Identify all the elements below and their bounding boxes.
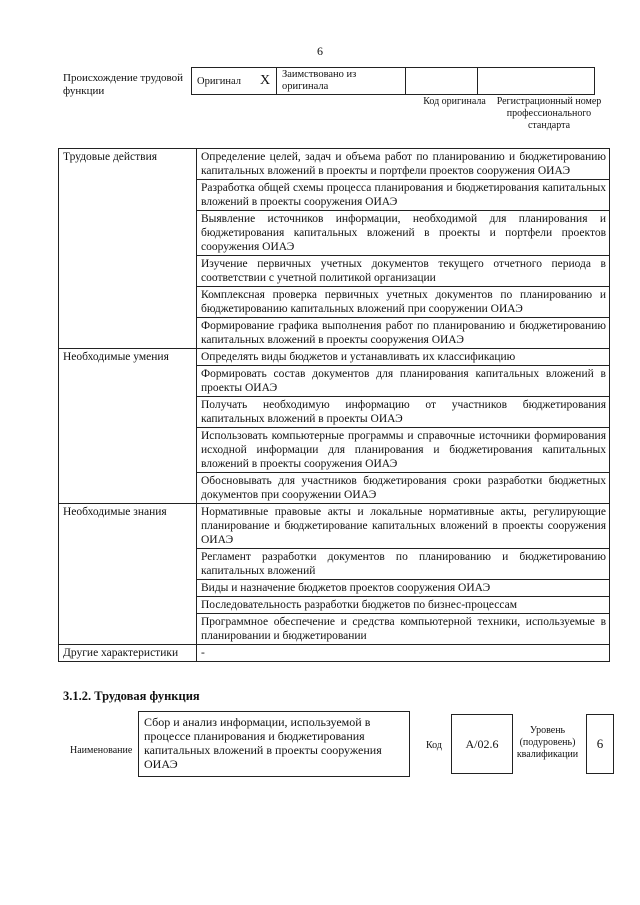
item-cell: Формирование графика выполнения работ по планированию и бюджетированию капитальных вложений в проекты сооружения ОИАЭ	[197, 318, 610, 349]
item-cell: Получать необходимую информацию от участников бюджетирования капитальных вложений в проекты ОИАЭ	[197, 397, 610, 428]
item-cell: Регламент разработки документов по планированию и бюджетированию капитальных вложений	[197, 549, 610, 580]
labor-function-table	[58, 148, 610, 662]
item-cell: Нормативные правовые акты и локальные нормативные акты, регулирующие планирование и бюджетирование капитальных вложений в проекты сооружения ОИАЭ	[197, 504, 610, 549]
page-number: 6	[317, 44, 323, 58]
level-box: 6	[586, 714, 614, 774]
item-cell: Определять виды бюджетов и устанавливать их классификацию	[197, 349, 610, 366]
code-box: A/02.6	[451, 714, 513, 774]
borrowed-cell: Заимствовано из оригинала	[277, 68, 406, 95]
level-label: Уровень (подуровень) квалификации	[516, 725, 579, 760]
code-label: Код	[426, 740, 442, 751]
item-cell: Использовать компьютерные программы и справочные источники формирования исходной информации для планирования и бюджетирования капитальных вложений в проекты сооружения ОИАЭ	[197, 428, 610, 473]
section-title: 3.1.2. Трудовая функция	[63, 689, 200, 703]
function-name-box: Сбор и анализ информации, используемой в процессе планирования и бюджетирования капитальных вложений в проекты сооружения ОИАЭ	[138, 711, 410, 777]
table-row	[59, 645, 610, 662]
name-label: Наименование	[70, 745, 133, 756]
item-cell: Обосновывать для участников бюджетирования сроки разработки бюджетных документов при сооружении ОИАЭ	[197, 473, 610, 504]
item-cell: Комплексная проверка первичных учетных документов по планированию и бюджетированию капитальных вложений при сооружении ОИАЭ	[197, 287, 610, 318]
reg-caption: Регистрационный номер профессионального стандарта	[496, 96, 602, 131]
item-cell: Изучение первичных учетных документов текущего отчетного периода в соответствии с учетной политикой организации	[197, 256, 610, 287]
item-cell: Определение целей, задач и объема работ по планированию и бюджетированию капитальных вложений в проекты и портфели проектов сооружения ОИАЭ	[197, 149, 610, 180]
item-cell: Последовательность разработки бюджетов по бизнес-процессам	[197, 597, 610, 614]
table-row	[59, 149, 610, 180]
table-row	[59, 504, 610, 549]
item-cell: Разработка общей схемы процесса планирования и бюджетирования капитальных вложений в проекты сооружения ОИАЭ	[197, 180, 610, 211]
origin-table	[191, 67, 595, 95]
item-cell: Формировать состав документов для планирования капитальных вложений в проекты ОИАЭ	[197, 366, 610, 397]
category-cell: Другие характеристики	[59, 645, 197, 662]
category-cell: Необходимые умения	[59, 349, 197, 504]
original-cell: Оригинал	[192, 68, 255, 95]
category-cell: Трудовые действия	[59, 149, 197, 349]
original-mark: X	[254, 68, 277, 95]
original-code-cell	[406, 68, 478, 95]
reg-number-cell	[478, 68, 595, 95]
code-caption: Код оригинала	[423, 96, 486, 107]
item-cell: Выявление источников информации, необходимой для планирования и бюджетирования капитальных вложений в проекты и портфели проектов сооружения ОИАЭ	[197, 211, 610, 256]
category-cell: Необходимые знания	[59, 504, 197, 645]
item-cell: -	[197, 645, 610, 662]
table-row	[59, 349, 610, 366]
item-cell: Программное обеспечение и средства компьютерной техники, используемые в планировании и бюджетировании	[197, 614, 610, 645]
origin-label: Происхождение трудовой функции	[63, 72, 184, 97]
item-cell: Виды и назначение бюджетов проектов сооружения ОИАЭ	[197, 580, 610, 597]
